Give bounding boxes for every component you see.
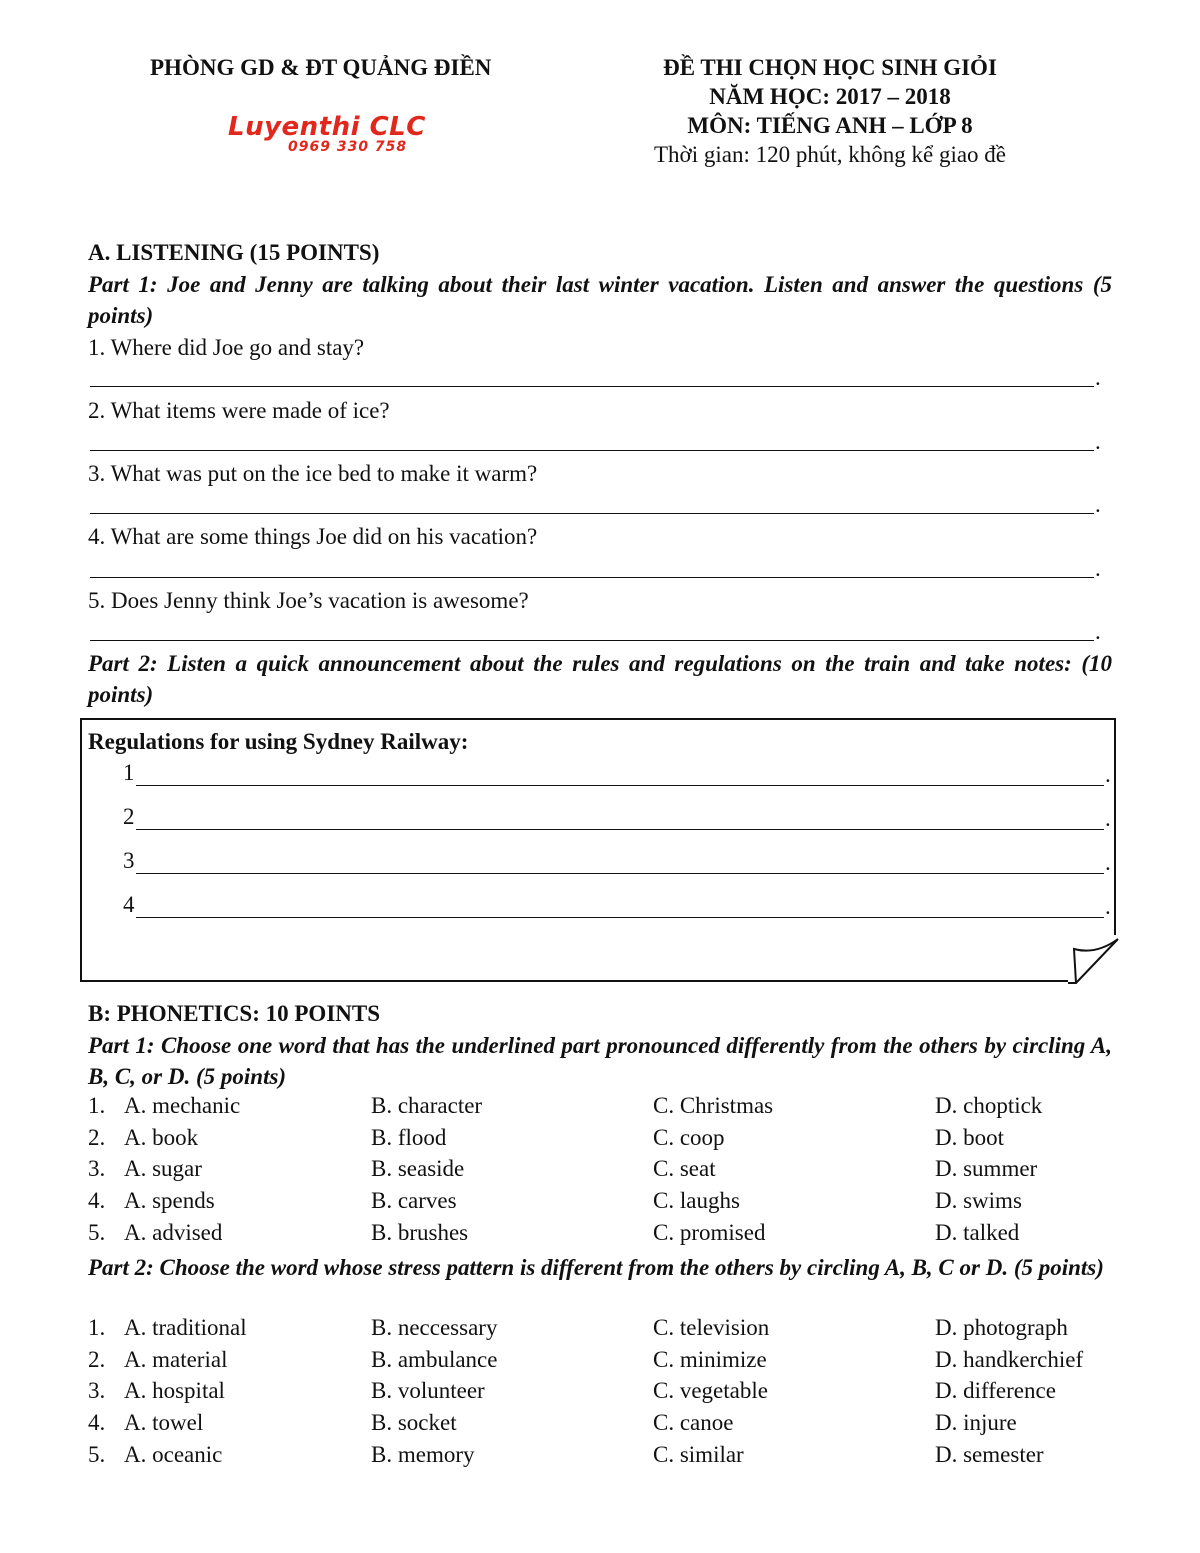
part1-q4-option-d[interactable]: D. swims bbox=[935, 1188, 1022, 1214]
part2-q3-option-b[interactable]: B. volunteer bbox=[371, 1378, 485, 1404]
regulation-number-2: 2 bbox=[123, 804, 135, 829]
part2-q2-option-b[interactable]: B. ambulance bbox=[371, 1346, 498, 1372]
part1-q1-option-c[interactable]: C. Christmas bbox=[653, 1093, 774, 1118]
part2-q2-option-c[interactable]: C. minimize bbox=[653, 1346, 767, 1372]
exam-title: ĐỀ THI CHỌN HỌC SINH GIỎI bbox=[663, 55, 997, 80]
section-a-part1-instruction: Part 1: Joe and Jenny are talking about their last winter vacation. Listen and answer the questions (5 points) bbox=[88, 272, 1112, 328]
regulation-number-1: 1 bbox=[123, 760, 135, 785]
part2-q5-option-a[interactable]: A. oceanic bbox=[124, 1441, 223, 1467]
answer-line-1-end: . bbox=[1095, 365, 1101, 390]
part1-q2-option-d[interactable]: D. boot bbox=[935, 1124, 1004, 1150]
regulation-line-2-end: . bbox=[1105, 806, 1111, 831]
part1-q2-number: 2. bbox=[88, 1124, 106, 1150]
answer-line-3-end: . bbox=[1095, 492, 1101, 517]
part1-q5-option-c[interactable]: C. promised bbox=[653, 1219, 766, 1245]
part2-q4-option-a[interactable]: A. towel bbox=[124, 1410, 204, 1436]
answer-line-1[interactable] bbox=[90, 386, 1094, 387]
part1-q5-number: 5. bbox=[88, 1219, 106, 1245]
part2-q3-option-a[interactable]: A. hospital bbox=[124, 1378, 225, 1404]
regulation-number-3: 3 bbox=[123, 848, 135, 873]
part2-q5-option-c[interactable]: C. similar bbox=[653, 1441, 744, 1467]
part1-q1-option-a[interactable]: A. mechanic bbox=[124, 1093, 241, 1118]
part2-q5-number: 5. bbox=[88, 1441, 106, 1467]
department-title: PHÒNG GD & ĐT QUẢNG ĐIỀN bbox=[150, 55, 492, 80]
part1-q2-option-a[interactable]: A. book bbox=[124, 1124, 199, 1150]
question-4: 4. What are some things Joe did on his vacation? bbox=[88, 524, 538, 549]
regulation-line-4-end: . bbox=[1105, 894, 1111, 919]
regulation-line-1[interactable] bbox=[136, 785, 1104, 786]
part1-q3-option-d[interactable]: D. summer bbox=[935, 1156, 1038, 1182]
part1-q3-option-c[interactable]: C. seat bbox=[653, 1156, 716, 1182]
part2-q1-option-d[interactable]: D. photograph bbox=[935, 1315, 1068, 1340]
answer-line-4-end: . bbox=[1095, 556, 1101, 581]
time-allowed: Thời gian: 120 phút, không kể giao đề bbox=[654, 142, 1006, 167]
section-b-heading: B: PHONETICS: 10 POINTS bbox=[88, 1001, 381, 1026]
section-b-part2-instruction: Part 2: Choose the word whose stress pattern is different from the others by circling A, B, C or D. (5 points) bbox=[88, 1255, 1104, 1280]
part1-q1-number: 1. bbox=[88, 1093, 106, 1118]
part1-q2-option-c[interactable]: C. coop bbox=[653, 1124, 725, 1150]
part2-q3-option-d[interactable]: D. difference bbox=[935, 1378, 1056, 1404]
page-curl-icon bbox=[1068, 935, 1120, 985]
exam-title-block bbox=[630, 53, 1030, 169]
regulation-line-4[interactable] bbox=[136, 917, 1104, 918]
school-year: NĂM HỌC: 2017 – 2018 bbox=[709, 84, 951, 109]
regulation-line-3-end: . bbox=[1105, 850, 1111, 875]
part2-q1-number: 1. bbox=[88, 1315, 106, 1340]
part2-q4-option-b[interactable]: B. socket bbox=[371, 1410, 457, 1436]
part2-q2-number: 2. bbox=[88, 1346, 106, 1372]
part2-q3-number: 3. bbox=[88, 1378, 106, 1404]
part2-q1-option-a[interactable]: A. traditional bbox=[124, 1315, 247, 1340]
answer-line-5-end: . bbox=[1095, 619, 1101, 644]
answer-line-4[interactable] bbox=[90, 577, 1094, 578]
part2-q5-option-b[interactable]: B. memory bbox=[371, 1441, 475, 1467]
regulation-line-3[interactable] bbox=[136, 873, 1104, 874]
part2-q1-option-b[interactable]: B. neccessary bbox=[371, 1315, 498, 1340]
part2-q5-option-d[interactable]: D. semester bbox=[935, 1441, 1044, 1467]
part1-q4-option-a[interactable]: A. spends bbox=[124, 1188, 215, 1214]
answer-line-2[interactable] bbox=[90, 450, 1094, 451]
part2-q1-option-c[interactable]: C. television bbox=[653, 1315, 770, 1340]
part1-q3-number: 3. bbox=[88, 1156, 106, 1182]
answer-line-3[interactable] bbox=[90, 513, 1094, 514]
part2-q2-option-d[interactable]: D. handkerchief bbox=[935, 1346, 1084, 1372]
regulation-number-4: 4 bbox=[123, 892, 135, 917]
regulations-title: Regulations for using Sydney Railway: bbox=[88, 729, 469, 754]
question-1: 1. Where did Joe go and stay? bbox=[88, 335, 365, 360]
section-a-heading: A. LISTENING (15 POINTS) bbox=[88, 240, 380, 265]
part1-q3-option-b[interactable]: B. seaside bbox=[371, 1156, 465, 1182]
question-3: 3. What was put on the ice bed to make it warm? bbox=[88, 461, 538, 486]
part1-q5-option-d[interactable]: D. talked bbox=[935, 1219, 1020, 1245]
part2-q2-option-a[interactable]: A. material bbox=[124, 1346, 228, 1372]
part2-q4-option-c[interactable]: C. canoe bbox=[653, 1410, 734, 1436]
subject: MÔN: TIẾNG ANH – LỚP 8 bbox=[687, 113, 973, 138]
part1-q4-option-c[interactable]: C. laughs bbox=[653, 1188, 740, 1214]
answer-line-2-end: . bbox=[1095, 429, 1101, 454]
part1-q1-option-d[interactable]: D. choptick bbox=[935, 1093, 1043, 1118]
logo-phone: 0969 330 758 bbox=[288, 139, 408, 155]
question-2: 2. What items were made of ice? bbox=[88, 398, 390, 423]
part1-q1-option-b[interactable]: B. character bbox=[371, 1093, 483, 1118]
section-a-part2-instruction: Part 2: Listen a quick announcement about the rules and regulations on the train and take notes: (10 points) bbox=[88, 651, 1112, 707]
part2-q3-option-c[interactable]: C. vegetable bbox=[653, 1378, 768, 1404]
question-5: 5. Does Jenny think Joe’s vacation is awesome? bbox=[88, 588, 529, 613]
part2-q4-option-d[interactable]: D. injure bbox=[935, 1410, 1017, 1436]
regulation-line-2[interactable] bbox=[136, 829, 1104, 830]
part1-q4-option-b[interactable]: B. carves bbox=[371, 1188, 457, 1214]
luyenthi-logo bbox=[228, 112, 448, 158]
part1-q4-number: 4. bbox=[88, 1188, 106, 1214]
part1-q5-option-b[interactable]: B. brushes bbox=[371, 1219, 469, 1245]
part2-q4-number: 4. bbox=[88, 1410, 106, 1436]
section-b-part1-instruction: Part 1: Choose one word that has the underlined part pronounced differently from the others by circling A, B, C, or D. (5 points) bbox=[88, 1033, 1112, 1089]
answer-line-5[interactable] bbox=[90, 640, 1094, 641]
part1-q5-option-a[interactable]: A. advised bbox=[124, 1219, 223, 1245]
logo-text: Luyenthi CLC bbox=[228, 112, 426, 142]
part1-q2-option-b[interactable]: B. flood bbox=[371, 1124, 447, 1150]
part1-q3-option-a[interactable]: A. sugar bbox=[124, 1156, 202, 1182]
regulation-line-1-end: . bbox=[1105, 762, 1111, 787]
regulations-box bbox=[80, 718, 1116, 982]
